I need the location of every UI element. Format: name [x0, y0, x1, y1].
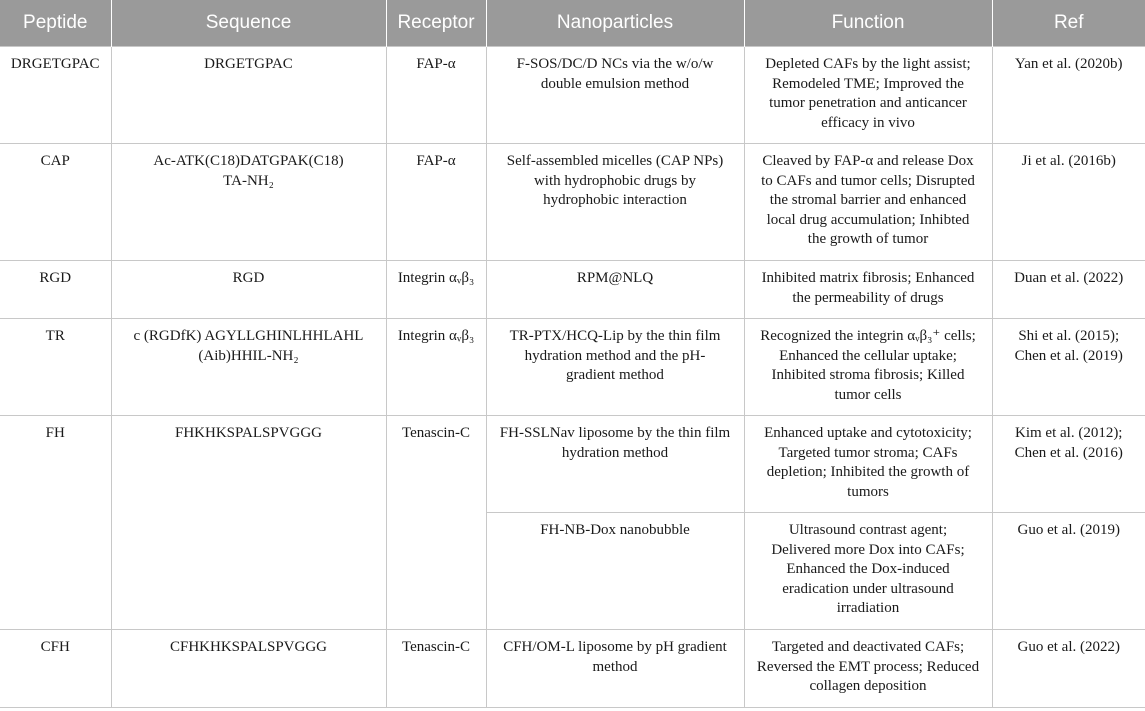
receptor-cell: FAP-α	[386, 144, 486, 261]
function-line: Ultrasound contrast agent;	[788, 522, 948, 538]
function-line: eradication under ultrasound	[782, 580, 954, 597]
nanoparticles-cell	[486, 319, 744, 416]
receptor-cell: Integrin αᵥβ₃	[386, 261, 486, 319]
ref-cell	[992, 261, 1145, 319]
receptor-cell: FAP-α	[386, 47, 486, 144]
ref-cell	[992, 319, 1145, 416]
nanoparticles-line: double emulsion method	[540, 75, 690, 92]
ref-line: Duan et al. (2022)	[1014, 270, 1124, 286]
function-line: depletion; Inhibited the growth of	[766, 464, 970, 480]
function-line: Remodeled TME; Improved the	[772, 75, 964, 92]
nanoparticles-line: FH-SSLNav liposome by the thin film	[499, 425, 731, 441]
sequence-line: c (RGDfK) AGYLLGHINLHHLAHL	[133, 328, 364, 344]
function-line: irradiation	[836, 600, 900, 616]
function-line: Reversed the EMT process; Reduced	[756, 658, 980, 675]
function-cell	[744, 47, 992, 144]
header-sequence: Sequence	[111, 0, 386, 47]
function-line: tumors	[847, 483, 889, 500]
nanoparticles-line: gradient method	[566, 367, 664, 383]
function-line: Recognized the integrin αᵥβ₃⁺ cells;	[760, 328, 976, 344]
function-cell	[744, 144, 992, 261]
ref-line: Ji et al. (2016b)	[1021, 153, 1116, 169]
function-line: Targeted and deactivated CAFs;	[771, 639, 965, 655]
table-row	[0, 319, 1145, 416]
function-line: Inhibited stroma fibrosis; Killed	[771, 367, 965, 383]
function-line: Cleaved by FAP-α and release Dox	[762, 153, 974, 169]
header-ref: Ref	[992, 0, 1145, 47]
function-line: local drug accumulation; Inhibted	[766, 211, 970, 228]
sequence-cell	[111, 319, 386, 416]
sequence-line: TA-NH₂	[223, 172, 274, 189]
function-line: Targeted tumor stroma; CAFs	[778, 444, 958, 461]
nanoparticles-line: FH-NB-Dox nanobubble	[540, 522, 690, 538]
ref-line: Kim et al. (2012);	[1015, 425, 1123, 441]
ref-cell	[992, 416, 1145, 513]
nanoparticles-line: F-SOS/DC/D NCs via the w/o/w	[516, 56, 714, 72]
nanoparticles-line: hydrophobic interaction	[543, 192, 687, 208]
ref-cell	[992, 630, 1145, 708]
sequence-line: (Aib)HHIL-NH₂	[198, 347, 299, 364]
ref-cell	[992, 144, 1145, 261]
nanoparticles-cell	[486, 630, 744, 708]
function-line: tumor penetration and anticancer	[769, 95, 967, 111]
function-line: the stromal barrier and enhanced	[769, 192, 967, 208]
sequence-line: Ac-ATK(C18)DATGPAK(C18)	[153, 153, 344, 169]
function-line: Enhanced the cellular uptake;	[779, 347, 957, 364]
peptide-cell: CFH	[0, 630, 111, 708]
function-line: Delivered more Dox into CAFs;	[771, 541, 965, 558]
header-receptor: Receptor	[386, 0, 486, 47]
function-line: the growth of tumor	[807, 231, 929, 247]
ref-line: Chen et al. (2019)	[1014, 347, 1123, 364]
nanoparticles-line: method	[592, 658, 638, 675]
nanoparticles-line: RPM@NLQ	[576, 270, 654, 286]
nanoparticles-line: hydration method and the pH-	[524, 347, 706, 364]
nanoparticles-cell	[486, 261, 744, 319]
receptor-cell: Tenascin-C	[386, 630, 486, 708]
peptide-cell: RGD	[0, 261, 111, 319]
table-row	[0, 261, 1145, 319]
ref-line: Guo et al. (2022)	[1017, 639, 1120, 655]
function-line: to CAFs and tumor cells; Disrupted	[761, 172, 975, 189]
table-row	[0, 630, 1145, 708]
function-cell	[744, 630, 992, 708]
nanoparticles-cell	[486, 513, 744, 630]
nanoparticles-cell	[486, 47, 744, 144]
sequence-cell	[111, 144, 386, 261]
ref-line: Yan et al. (2020b)	[1014, 56, 1123, 72]
header-row	[0, 0, 1145, 47]
nanoparticles-line: with hydrophobic drugs by	[533, 172, 697, 189]
nanoparticles-line: hydration method	[561, 444, 669, 461]
function-line: the permeability of drugs	[792, 289, 944, 306]
header-nanoparticles: Nanoparticles	[486, 0, 744, 47]
peptide-cell: DRGETGPAC	[0, 47, 111, 144]
sequence-cell: DRGETGPAC	[111, 47, 386, 144]
header-function: Function	[744, 0, 992, 47]
receptor-cell: Integrin αᵥβ₃	[386, 319, 486, 416]
nanoparticles-cell	[486, 416, 744, 513]
peptide-cell: TR	[0, 319, 111, 416]
function-line: Enhanced uptake and cytotoxicity;	[764, 425, 972, 441]
function-cell	[744, 319, 992, 416]
ref-line: Shi et al. (2015);	[1018, 328, 1120, 344]
sequence-cell: RGD	[111, 261, 386, 319]
table-row	[0, 416, 1145, 513]
peptide-cell: CAP	[0, 144, 111, 261]
sequence-cell: CFHKHKSPALSPVGGG	[111, 630, 386, 708]
function-cell	[744, 261, 992, 319]
ref-line: Guo et al. (2019)	[1017, 522, 1120, 538]
function-line: Depleted CAFs by the light assist;	[765, 56, 971, 72]
function-line: tumor cells	[834, 386, 902, 403]
peptide-cell: FH	[0, 416, 111, 630]
function-cell	[744, 416, 992, 513]
header-peptide: Peptide	[0, 0, 111, 47]
function-cell	[744, 513, 992, 630]
ref-line: Chen et al. (2016)	[1014, 444, 1123, 461]
function-line: collagen deposition	[809, 678, 927, 694]
ref-cell	[992, 513, 1145, 630]
function-line: efficacy in vivo	[821, 114, 915, 131]
table-row	[0, 144, 1145, 261]
table-row	[0, 47, 1145, 144]
function-line: Enhanced the Dox-induced	[786, 561, 950, 577]
receptor-cell: Tenascin-C	[386, 416, 486, 630]
nanoparticles-cell	[486, 144, 744, 261]
ref-cell	[992, 47, 1145, 144]
nanoparticles-line: Self-assembled micelles (CAP NPs)	[506, 153, 724, 169]
function-line: Inhibited matrix fibrosis; Enhanced	[761, 270, 975, 286]
nanoparticles-line: TR-PTX/HCQ-Lip by the thin film	[509, 328, 721, 344]
nanoparticles-line: CFH/OM-L liposome by pH gradient	[503, 639, 727, 655]
sequence-cell: FHKHKSPALSPVGGG	[111, 416, 386, 630]
